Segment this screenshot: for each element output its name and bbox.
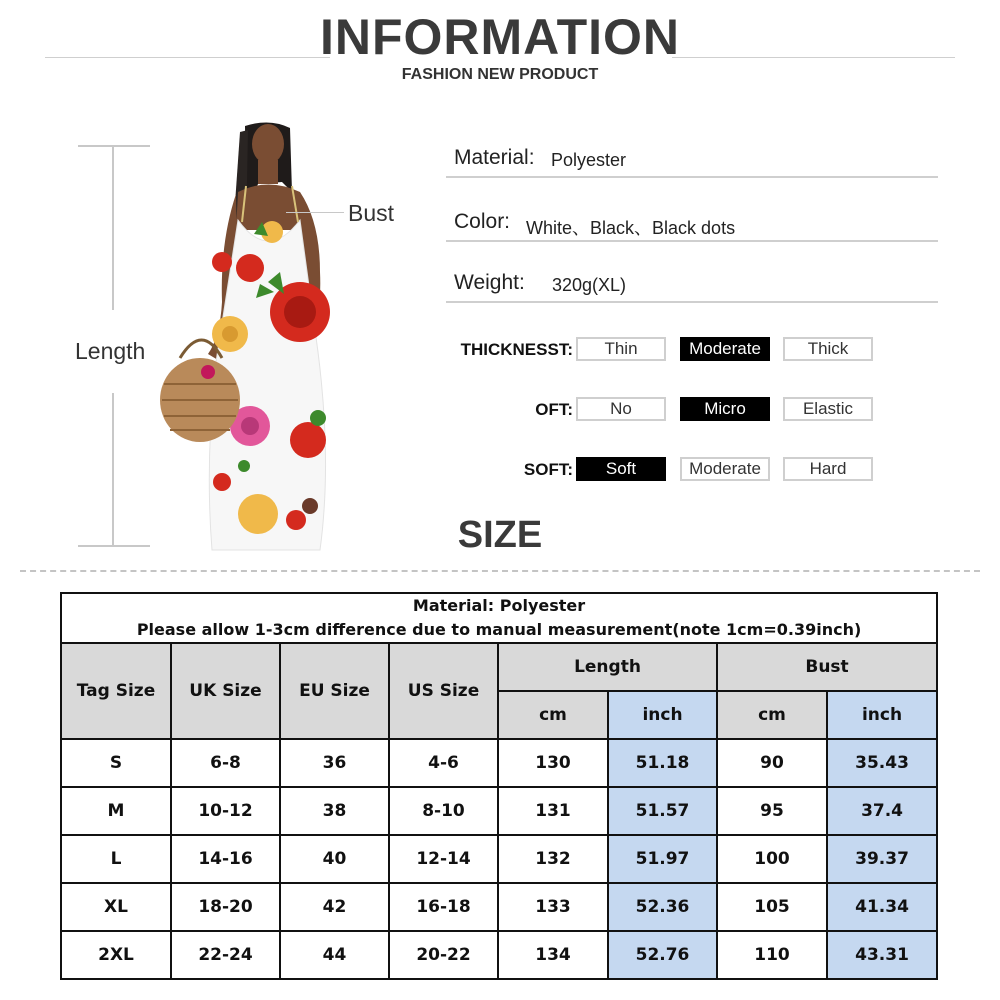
cell-bust-inch: 43.31: [827, 931, 937, 979]
soft-option-hard: Hard: [783, 457, 873, 481]
length-guide-upper: [112, 145, 114, 310]
material-value: Polyester: [551, 150, 627, 170]
caption-note: Please allow 1-3cm difference due to manual measurement(note 1cm=0.39inch): [136, 620, 862, 639]
cell-bust-cm: 90: [717, 739, 827, 787]
cell-uk-size: 18-20: [171, 883, 280, 931]
cell-tag-size: S: [61, 739, 171, 787]
cell-us-size: 16-18: [389, 883, 498, 931]
table-row: [61, 835, 937, 883]
size-heading: SIZE: [457, 514, 543, 556]
cell-us-size: 4-6: [389, 739, 498, 787]
model-photo: [150, 122, 400, 554]
table-row: [61, 787, 937, 835]
bust-pointer-line: [286, 212, 344, 213]
cell-length-cm: 132: [498, 835, 608, 883]
thickness-option-thick: Thick: [783, 337, 873, 361]
cell-uk-size: 14-16: [171, 835, 280, 883]
cell-length-inch: 51.57: [608, 787, 717, 835]
thickness-label: THICKNESST:: [460, 340, 573, 359]
oft-option-micro: Micro: [680, 397, 770, 421]
soft-option-soft: Soft: [576, 457, 666, 481]
cell-eu-size: 42: [280, 883, 389, 931]
cell-us-size: 12-14: [389, 835, 498, 883]
header-bust-cm: cm: [717, 691, 827, 739]
table-header-row: [61, 643, 937, 691]
dress-illustration: [150, 122, 400, 554]
cell-us-size: 20-22: [389, 931, 498, 979]
section-divider: [20, 570, 980, 572]
size-rows: [61, 739, 937, 979]
color-label: Color:: [454, 210, 511, 233]
thickness-option-moderate: Moderate: [680, 337, 770, 361]
cell-bust-inch: 39.37: [827, 835, 937, 883]
cell-uk-size: 10-12: [171, 787, 280, 835]
cell-tag-size: XL: [61, 883, 171, 931]
color-value: White、Black、Black dots: [526, 218, 736, 238]
soft-label: SOFT:: [523, 460, 573, 479]
table-row: [61, 931, 937, 979]
weight-label: Weight:: [454, 271, 525, 294]
header-length-inch: inch: [608, 691, 717, 739]
cell-uk-size: 6-8: [171, 739, 280, 787]
weight-row: [446, 267, 938, 303]
header-length-cm: cm: [498, 691, 608, 739]
cell-bust-inch: 35.43: [827, 739, 937, 787]
cell-length-cm: 134: [498, 931, 608, 979]
caption-material: Material: Polyester: [412, 596, 586, 615]
cell-bust-cm: 110: [717, 931, 827, 979]
cell-length-inch: 52.36: [608, 883, 717, 931]
cell-tag-size: L: [61, 835, 171, 883]
cell-length-inch: 51.18: [608, 739, 717, 787]
oft-option-elastic: Elastic: [783, 397, 873, 421]
thickness-option-thin: Thin: [576, 337, 666, 361]
header-bust-inch: inch: [827, 691, 937, 739]
page-title: INFORMATION: [319, 9, 681, 65]
length-label: Length: [75, 338, 146, 364]
header-us-size: US Size: [389, 643, 498, 739]
cell-tag-size: 2XL: [61, 931, 171, 979]
oft-option-no: No: [576, 397, 666, 421]
header-bust: Bust: [717, 643, 937, 691]
cell-eu-size: 38: [280, 787, 389, 835]
header-uk-size: UK Size: [171, 643, 280, 739]
soft-option-moderate: Moderate: [680, 457, 770, 481]
table-caption: [61, 593, 937, 643]
cell-eu-size: 36: [280, 739, 389, 787]
length-guide-top: [78, 145, 150, 147]
table-caption-row: [61, 593, 937, 643]
header-eu-size: EU Size: [280, 643, 389, 739]
cell-eu-size: 44: [280, 931, 389, 979]
cell-length-inch: 52.76: [608, 931, 717, 979]
color-row: [446, 206, 938, 242]
cell-uk-size: 22-24: [171, 931, 280, 979]
cell-length-inch: 51.97: [608, 835, 717, 883]
weight-value: 320g(XL): [552, 275, 627, 295]
material-label: Material:: [454, 146, 535, 169]
cell-bust-inch: 41.34: [827, 883, 937, 931]
cell-bust-cm: 95: [717, 787, 827, 835]
cell-length-cm: 133: [498, 883, 608, 931]
cell-tag-size: M: [61, 787, 171, 835]
cell-us-size: 8-10: [389, 787, 498, 835]
page-subtitle: FASHION NEW PRODUCT: [401, 66, 599, 83]
table-row: [61, 739, 937, 787]
material-row: [446, 142, 938, 178]
cell-bust-cm: 105: [717, 883, 827, 931]
oft-label: OFT:: [535, 400, 573, 419]
cell-bust-cm: 100: [717, 835, 827, 883]
table-row: [61, 883, 937, 931]
size-chart-table: [60, 592, 938, 980]
bust-label: Bust: [348, 200, 395, 226]
cell-bust-inch: 37.4: [827, 787, 937, 835]
cell-length-cm: 130: [498, 739, 608, 787]
cell-eu-size: 40: [280, 835, 389, 883]
header-tag-size: Tag Size: [61, 643, 171, 739]
cell-length-cm: 131: [498, 787, 608, 835]
header-length: Length: [498, 643, 717, 691]
